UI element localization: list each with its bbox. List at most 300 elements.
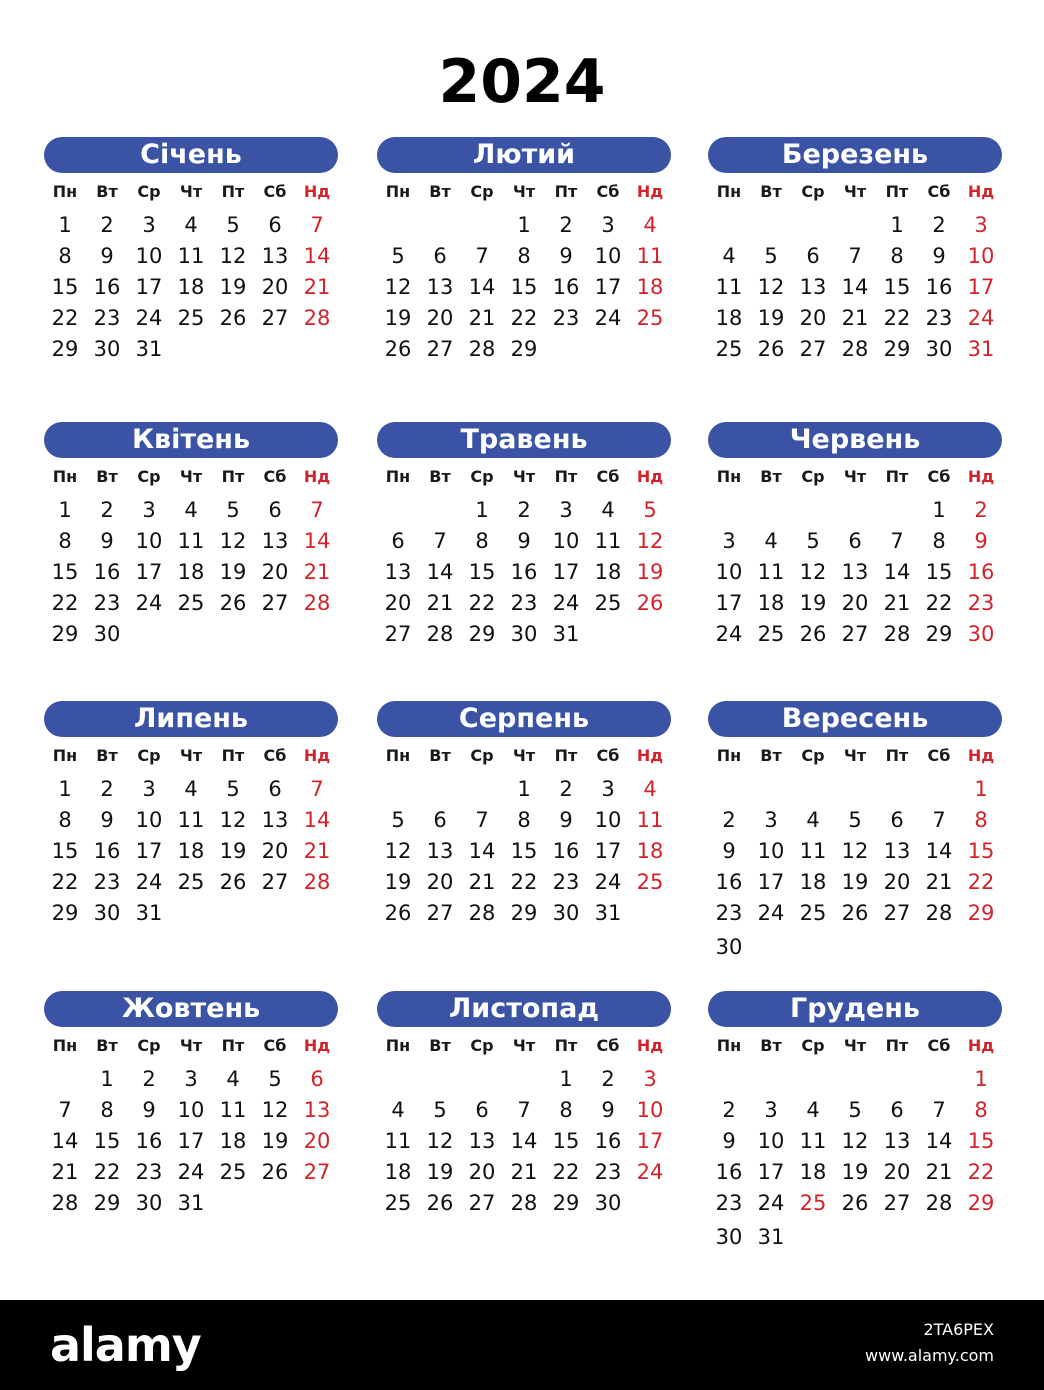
day-number: 18 bbox=[636, 275, 664, 299]
day-number: 23 bbox=[552, 870, 580, 894]
day-number: 13 bbox=[468, 1129, 496, 1153]
day-number: 31 bbox=[135, 337, 163, 361]
day-number: 10 bbox=[757, 839, 785, 863]
day-number: 16 bbox=[594, 1129, 622, 1153]
day-number: 28 bbox=[303, 591, 331, 615]
weekday-label: Сб bbox=[927, 467, 951, 486]
day-number: 29 bbox=[510, 337, 538, 361]
day-number: 30 bbox=[552, 901, 580, 925]
day-number: 2 bbox=[100, 213, 114, 237]
day-number: 30 bbox=[93, 901, 121, 925]
weekday-label: Нд bbox=[967, 467, 995, 486]
weekday-label: Нд bbox=[303, 746, 331, 765]
weekday-label: Нд bbox=[967, 1036, 995, 1055]
day-number: 8 bbox=[890, 244, 904, 268]
weekday-label: Ср bbox=[470, 746, 494, 765]
day-number: 15 bbox=[552, 1129, 580, 1153]
day-number: 17 bbox=[135, 839, 163, 863]
day-number: 18 bbox=[636, 839, 664, 863]
day-number: 14 bbox=[925, 839, 953, 863]
day-number: 26 bbox=[261, 1160, 289, 1184]
day-number: 11 bbox=[594, 529, 622, 553]
day-number: 23 bbox=[135, 1160, 163, 1184]
day-number: 30 bbox=[135, 1191, 163, 1215]
day-number: 20 bbox=[384, 591, 412, 615]
weekday-label: Сб bbox=[263, 1036, 287, 1055]
day-number: 27 bbox=[303, 1160, 331, 1184]
weekday-label: Пт bbox=[221, 182, 245, 201]
day-number: 17 bbox=[594, 839, 622, 863]
day-number: 14 bbox=[303, 529, 331, 553]
day-number: 20 bbox=[261, 839, 289, 863]
day-number: 13 bbox=[841, 560, 869, 584]
day-number: 4 bbox=[643, 777, 657, 801]
day-number: 10 bbox=[177, 1098, 205, 1122]
day-number: 2 bbox=[722, 1098, 736, 1122]
weekday-label: Ср bbox=[137, 467, 161, 486]
day-number: 4 bbox=[764, 529, 778, 553]
month-name: Січень bbox=[44, 137, 338, 173]
day-number: 8 bbox=[974, 808, 988, 832]
day-number: 20 bbox=[303, 1129, 331, 1153]
day-number: 25 bbox=[177, 591, 205, 615]
day-number: 19 bbox=[261, 1129, 289, 1153]
weekday-label: Сб bbox=[596, 746, 620, 765]
day-number: 4 bbox=[806, 808, 820, 832]
day-number: 17 bbox=[967, 275, 995, 299]
day-number: 10 bbox=[135, 529, 163, 553]
day-number: 21 bbox=[925, 870, 953, 894]
day-number: 10 bbox=[636, 1098, 664, 1122]
day-number: 1 bbox=[58, 213, 72, 237]
day-number: 21 bbox=[510, 1160, 538, 1184]
day-number: 9 bbox=[100, 244, 114, 268]
day-number: 15 bbox=[510, 839, 538, 863]
day-number: 5 bbox=[226, 213, 240, 237]
weekday-label: Нд bbox=[636, 746, 664, 765]
day-number: 20 bbox=[426, 306, 454, 330]
month-block bbox=[708, 701, 1002, 981]
day-number: 14 bbox=[925, 1129, 953, 1153]
day-number: 15 bbox=[967, 1129, 995, 1153]
weekday-label: Сб bbox=[263, 746, 287, 765]
day-number: 27 bbox=[426, 337, 454, 361]
day-number: 7 bbox=[517, 1098, 531, 1122]
day-number: 12 bbox=[636, 529, 664, 553]
day-number: 10 bbox=[757, 1129, 785, 1153]
day-number: 19 bbox=[841, 870, 869, 894]
day-number: 1 bbox=[100, 1067, 114, 1091]
weekday-label: Сб bbox=[927, 746, 951, 765]
day-number: 16 bbox=[93, 839, 121, 863]
day-number: 15 bbox=[51, 275, 79, 299]
day-number: 20 bbox=[261, 560, 289, 584]
day-number: 18 bbox=[177, 839, 205, 863]
day-number: 11 bbox=[219, 1098, 247, 1122]
day-number: 14 bbox=[468, 275, 496, 299]
day-number: 31 bbox=[757, 1225, 785, 1249]
day-number: 2 bbox=[100, 777, 114, 801]
day-number: 26 bbox=[219, 870, 247, 894]
weekday-label: Сб bbox=[596, 182, 620, 201]
day-number: 7 bbox=[310, 777, 324, 801]
day-number: 22 bbox=[51, 591, 79, 615]
day-number: 8 bbox=[559, 1098, 573, 1122]
day-number: 20 bbox=[426, 870, 454, 894]
day-number: 19 bbox=[219, 275, 247, 299]
weekday-label: Пт bbox=[885, 182, 909, 201]
day-number: 23 bbox=[552, 306, 580, 330]
day-number: 31 bbox=[967, 337, 995, 361]
day-number: 23 bbox=[93, 591, 121, 615]
day-number: 10 bbox=[715, 560, 743, 584]
day-number: 1 bbox=[932, 498, 946, 522]
day-number: 6 bbox=[391, 529, 405, 553]
day-number: 5 bbox=[226, 498, 240, 522]
day-number: 27 bbox=[841, 622, 869, 646]
day-number: 9 bbox=[100, 529, 114, 553]
day-number: 19 bbox=[841, 1160, 869, 1184]
day-number: 3 bbox=[142, 777, 156, 801]
day-number: 1 bbox=[517, 213, 531, 237]
weekday-label: Ср bbox=[470, 467, 494, 486]
day-number: 29 bbox=[468, 622, 496, 646]
day-number: 6 bbox=[890, 808, 904, 832]
day-number: 7 bbox=[310, 213, 324, 237]
day-number: 24 bbox=[715, 622, 743, 646]
day-number: 13 bbox=[426, 275, 454, 299]
day-number: 11 bbox=[177, 244, 205, 268]
weekday-label: Пн bbox=[716, 746, 742, 765]
day-number: 6 bbox=[433, 244, 447, 268]
month-block bbox=[44, 422, 338, 702]
day-number: 21 bbox=[303, 560, 331, 584]
day-number: 27 bbox=[468, 1191, 496, 1215]
weekday-label: Чт bbox=[179, 1036, 203, 1055]
day-number: 21 bbox=[51, 1160, 79, 1184]
day-number: 10 bbox=[967, 244, 995, 268]
day-number: 27 bbox=[883, 1191, 911, 1215]
day-number: 3 bbox=[722, 529, 736, 553]
weekday-label: Ср bbox=[470, 182, 494, 201]
day-number: 11 bbox=[799, 839, 827, 863]
day-number: 5 bbox=[391, 244, 405, 268]
weekday-label: Пт bbox=[221, 467, 245, 486]
weekday-label: Нд bbox=[636, 182, 664, 201]
day-number: 25 bbox=[177, 870, 205, 894]
day-number: 24 bbox=[135, 870, 163, 894]
month-name: Листопад bbox=[377, 991, 671, 1027]
day-number: 22 bbox=[967, 870, 995, 894]
day-number: 26 bbox=[219, 306, 247, 330]
day-number: 10 bbox=[135, 808, 163, 832]
day-number: 30 bbox=[715, 1225, 743, 1249]
weekday-label: Чт bbox=[843, 746, 867, 765]
day-number: 22 bbox=[925, 591, 953, 615]
day-number: 28 bbox=[468, 901, 496, 925]
day-number: 14 bbox=[510, 1129, 538, 1153]
weekday-label: Нд bbox=[303, 467, 331, 486]
day-number: 30 bbox=[925, 337, 953, 361]
day-number: 8 bbox=[517, 808, 531, 832]
day-number: 3 bbox=[601, 777, 615, 801]
day-number: 9 bbox=[559, 808, 573, 832]
weekday-label: Пт bbox=[554, 746, 578, 765]
day-number: 27 bbox=[799, 337, 827, 361]
weekday-label: Сб bbox=[596, 467, 620, 486]
day-number: 2 bbox=[100, 498, 114, 522]
weekday-label: Пн bbox=[716, 182, 742, 201]
day-number: 15 bbox=[93, 1129, 121, 1153]
day-number: 21 bbox=[841, 306, 869, 330]
day-number: 21 bbox=[426, 591, 454, 615]
day-number: 28 bbox=[510, 1191, 538, 1215]
day-number: 19 bbox=[219, 839, 247, 863]
day-number: 18 bbox=[594, 560, 622, 584]
weekday-label: Вт bbox=[429, 467, 451, 486]
day-number: 21 bbox=[303, 839, 331, 863]
day-number: 8 bbox=[58, 529, 72, 553]
day-number: 23 bbox=[715, 901, 743, 925]
day-number: 17 bbox=[552, 560, 580, 584]
day-number: 12 bbox=[261, 1098, 289, 1122]
month-name: Квітень bbox=[44, 422, 338, 458]
day-number: 3 bbox=[142, 498, 156, 522]
weekday-label: Чт bbox=[843, 182, 867, 201]
day-number: 3 bbox=[974, 213, 988, 237]
day-number: 25 bbox=[219, 1160, 247, 1184]
day-number: 11 bbox=[715, 275, 743, 299]
day-number: 2 bbox=[722, 808, 736, 832]
day-number: 5 bbox=[764, 244, 778, 268]
day-number: 21 bbox=[468, 870, 496, 894]
weekday-label: Чт bbox=[179, 467, 203, 486]
day-number: 26 bbox=[841, 901, 869, 925]
day-number: 28 bbox=[925, 901, 953, 925]
day-number: 29 bbox=[552, 1191, 580, 1215]
day-number: 9 bbox=[722, 839, 736, 863]
day-number: 28 bbox=[925, 1191, 953, 1215]
day-number: 31 bbox=[552, 622, 580, 646]
month-name: Серпень bbox=[377, 701, 671, 737]
day-number: 29 bbox=[51, 337, 79, 361]
day-number: 24 bbox=[135, 306, 163, 330]
day-number: 12 bbox=[219, 808, 247, 832]
day-number: 16 bbox=[715, 870, 743, 894]
day-number: 29 bbox=[93, 1191, 121, 1215]
day-number: 2 bbox=[559, 777, 573, 801]
day-number: 23 bbox=[925, 306, 953, 330]
day-number: 16 bbox=[93, 560, 121, 584]
day-number: 24 bbox=[135, 591, 163, 615]
weekday-label: Чт bbox=[179, 182, 203, 201]
month-block bbox=[377, 701, 671, 981]
day-number: 4 bbox=[184, 498, 198, 522]
day-number: 2 bbox=[559, 213, 573, 237]
day-number: 8 bbox=[974, 1098, 988, 1122]
day-number: 22 bbox=[468, 591, 496, 615]
weekday-label: Пн bbox=[385, 467, 411, 486]
day-number: 12 bbox=[757, 275, 785, 299]
day-number: 25 bbox=[594, 591, 622, 615]
day-number: 31 bbox=[135, 901, 163, 925]
weekday-label: Ср bbox=[137, 746, 161, 765]
weekday-label: Вт bbox=[96, 1036, 118, 1055]
weekday-label: Чт bbox=[843, 1036, 867, 1055]
weekday-label: Пт bbox=[221, 1036, 245, 1055]
day-number: 20 bbox=[261, 275, 289, 299]
weekday-label: Нд bbox=[967, 182, 995, 201]
day-number: 14 bbox=[841, 275, 869, 299]
day-number: 9 bbox=[100, 808, 114, 832]
day-number: 13 bbox=[303, 1098, 331, 1122]
weekday-label: Ср bbox=[801, 746, 825, 765]
weekday-label: Пт bbox=[221, 746, 245, 765]
day-number: 1 bbox=[517, 777, 531, 801]
day-number: 11 bbox=[384, 1129, 412, 1153]
month-name: Червень bbox=[708, 422, 1002, 458]
day-number: 6 bbox=[433, 808, 447, 832]
day-number: 18 bbox=[757, 591, 785, 615]
day-number: 27 bbox=[883, 901, 911, 925]
day-number: 17 bbox=[135, 275, 163, 299]
month-name: Лютий bbox=[377, 137, 671, 173]
day-number: 20 bbox=[883, 1160, 911, 1184]
month-name: Липень bbox=[44, 701, 338, 737]
month-block bbox=[377, 991, 671, 1271]
day-number: 9 bbox=[932, 244, 946, 268]
day-number: 14 bbox=[426, 560, 454, 584]
day-number: 13 bbox=[261, 808, 289, 832]
month-name: Жовтень bbox=[44, 991, 338, 1027]
day-number: 30 bbox=[93, 337, 121, 361]
day-number: 22 bbox=[883, 306, 911, 330]
weekday-label: Пн bbox=[52, 182, 78, 201]
day-number: 26 bbox=[636, 591, 664, 615]
day-number: 22 bbox=[51, 870, 79, 894]
day-number: 15 bbox=[925, 560, 953, 584]
day-number: 2 bbox=[974, 498, 988, 522]
month-name: Грудень bbox=[708, 991, 1002, 1027]
watermark-bar bbox=[0, 1300, 1044, 1390]
day-number: 11 bbox=[636, 808, 664, 832]
day-number: 30 bbox=[93, 622, 121, 646]
month-block bbox=[44, 991, 338, 1271]
day-number: 5 bbox=[806, 529, 820, 553]
day-number: 6 bbox=[268, 213, 282, 237]
day-number: 4 bbox=[184, 213, 198, 237]
day-number: 31 bbox=[594, 901, 622, 925]
day-number: 25 bbox=[715, 337, 743, 361]
day-number: 14 bbox=[303, 808, 331, 832]
day-number: 16 bbox=[552, 275, 580, 299]
day-number: 26 bbox=[384, 337, 412, 361]
day-number: 9 bbox=[559, 244, 573, 268]
day-number: 16 bbox=[715, 1160, 743, 1184]
day-number: 12 bbox=[219, 244, 247, 268]
day-number: 22 bbox=[93, 1160, 121, 1184]
weekday-label: Нд bbox=[303, 1036, 331, 1055]
weekday-label: Пт bbox=[885, 746, 909, 765]
day-number: 5 bbox=[848, 808, 862, 832]
day-number: 9 bbox=[142, 1098, 156, 1122]
month-block bbox=[44, 137, 338, 417]
day-number: 12 bbox=[841, 839, 869, 863]
day-number: 25 bbox=[757, 622, 785, 646]
day-number: 10 bbox=[552, 529, 580, 553]
day-number: 30 bbox=[594, 1191, 622, 1215]
day-number: 24 bbox=[594, 306, 622, 330]
day-number: 15 bbox=[468, 560, 496, 584]
day-number: 9 bbox=[722, 1129, 736, 1153]
day-number: 7 bbox=[475, 244, 489, 268]
weekday-label: Вт bbox=[760, 746, 782, 765]
day-number: 21 bbox=[925, 1160, 953, 1184]
weekday-label: Нд bbox=[636, 467, 664, 486]
day-number: 15 bbox=[51, 839, 79, 863]
day-number: 26 bbox=[384, 901, 412, 925]
weekday-label: Вт bbox=[760, 1036, 782, 1055]
day-number: 23 bbox=[93, 870, 121, 894]
day-number: 8 bbox=[475, 529, 489, 553]
day-number: 12 bbox=[426, 1129, 454, 1153]
day-number: 29 bbox=[925, 622, 953, 646]
day-number: 5 bbox=[391, 808, 405, 832]
weekday-label: Чт bbox=[512, 1036, 536, 1055]
month-block bbox=[377, 422, 671, 702]
weekday-label: Сб bbox=[263, 467, 287, 486]
weekday-label: Ср bbox=[801, 467, 825, 486]
day-number: 17 bbox=[594, 275, 622, 299]
day-number: 17 bbox=[757, 1160, 785, 1184]
weekday-label: Сб bbox=[927, 1036, 951, 1055]
day-number: 15 bbox=[51, 560, 79, 584]
weekday-label: Пн bbox=[385, 746, 411, 765]
day-number: 21 bbox=[303, 275, 331, 299]
day-number: 8 bbox=[932, 529, 946, 553]
weekday-label: Вт bbox=[429, 182, 451, 201]
day-number: 17 bbox=[757, 870, 785, 894]
day-number: 7 bbox=[433, 529, 447, 553]
day-number: 25 bbox=[799, 901, 827, 925]
weekday-label: Чт bbox=[843, 467, 867, 486]
day-number: 21 bbox=[468, 306, 496, 330]
day-number: 10 bbox=[594, 808, 622, 832]
weekday-label: Ср bbox=[137, 1036, 161, 1055]
day-number: 3 bbox=[184, 1067, 198, 1091]
weekday-label: Чт bbox=[512, 467, 536, 486]
day-number: 22 bbox=[552, 1160, 580, 1184]
day-number: 13 bbox=[384, 560, 412, 584]
day-number: 4 bbox=[601, 498, 615, 522]
day-number: 29 bbox=[51, 622, 79, 646]
day-number: 2 bbox=[142, 1067, 156, 1091]
brand-logo: alamy bbox=[50, 1318, 201, 1372]
day-number: 24 bbox=[594, 870, 622, 894]
day-number: 10 bbox=[135, 244, 163, 268]
month-block bbox=[377, 137, 671, 417]
day-number: 15 bbox=[883, 275, 911, 299]
weekday-label: Сб bbox=[596, 1036, 620, 1055]
day-number: 24 bbox=[177, 1160, 205, 1184]
day-number: 24 bbox=[967, 306, 995, 330]
month-block bbox=[708, 991, 1002, 1271]
day-number: 13 bbox=[261, 529, 289, 553]
day-number: 29 bbox=[51, 901, 79, 925]
day-number: 29 bbox=[510, 901, 538, 925]
day-number: 12 bbox=[799, 560, 827, 584]
day-number: 12 bbox=[219, 529, 247, 553]
